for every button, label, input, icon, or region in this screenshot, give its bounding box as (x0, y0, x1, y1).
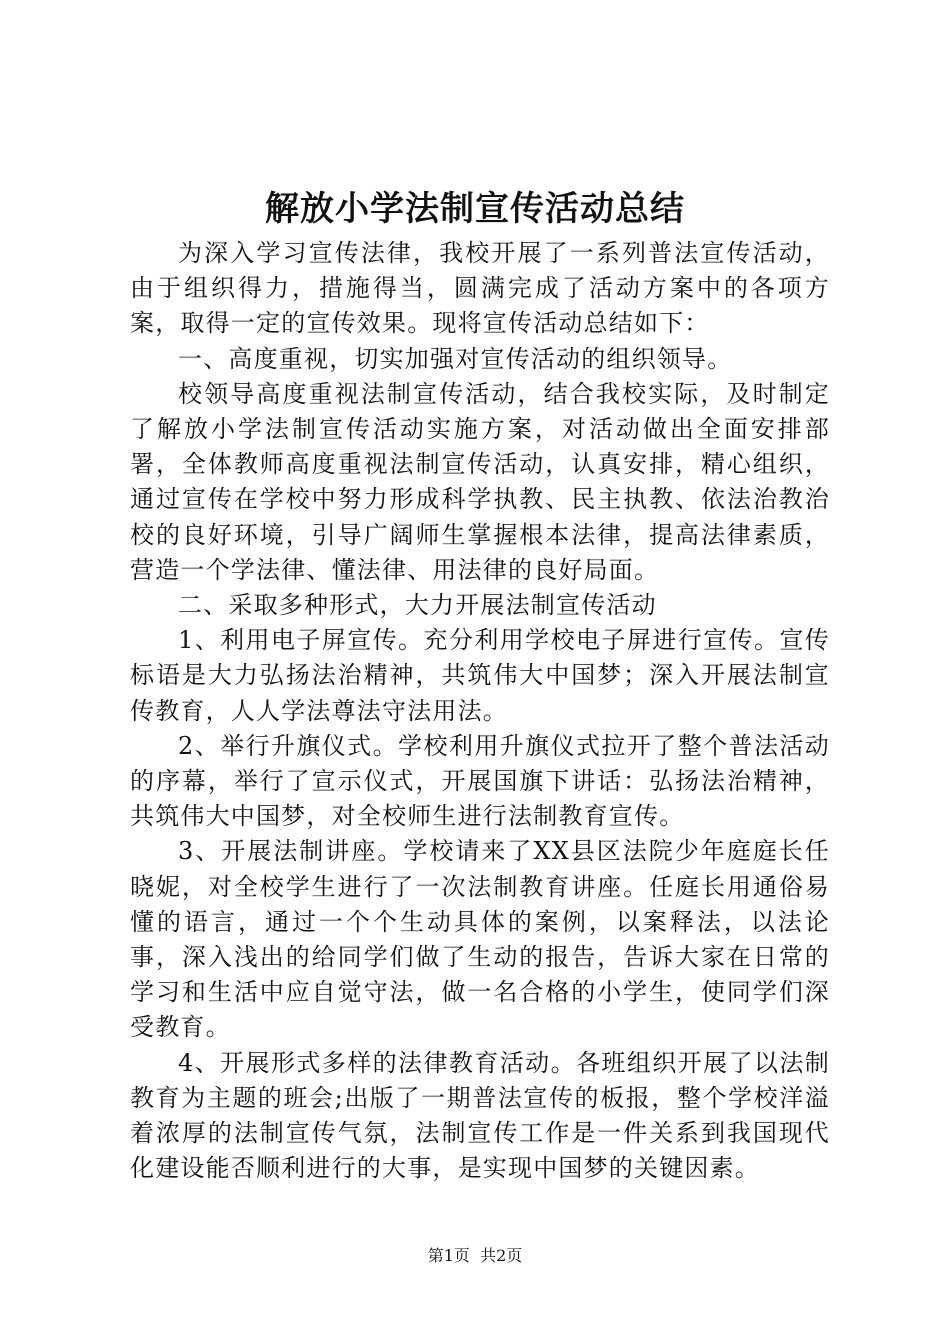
page-footer (0, 1244, 950, 1268)
section-1-paragraph: 校领导高度重视法制宣传活动，结合我校实际，及时制定了解放小学法制宣传活动实施方案，对活动做出全面安排部署，全体教师高度重视法制宣传活动，认真安排，精心组织，通过宣传在学校中努力形成科学执教、民主执教、依法治教治校的良好环境，引导广阔师生掌握根本法律，提高法律素质，营造一个学法律、懂法律、用法律的良好局面。 (130, 379, 830, 584)
item-4-paragraph: 4、开展形式多样的法律教育活动。各班组织开展了以法制教育为主题的班会;出版了一期普法宣传的板报，整个学校洋溢着浓厚的法制宣传气氛，法制宣传工作是一件关系到我国现代化建设能否顺利进行的大事，是实现中国梦的关键因素。 (130, 1048, 830, 1183)
section-heading-2: 二、采取多种形式，大力开展法制宣传活动 (178, 591, 657, 620)
document-title: 解放小学法制宣传活动总结 (265, 189, 685, 229)
item-1-paragraph: 1、利用电子屏宣传。充分利用学校电子屏进行宣传。宣传标语是大力弘扬法治精神，共筑伟大中国梦；深入开展法制宣传教育，人人学法尊法守法用法。 (130, 626, 830, 725)
document-body (130, 236, 830, 1186)
page-number: 第1页 共2页 (427, 1246, 523, 1265)
item-2-paragraph: 2、举行升旗仪式。学校利用升旗仪式拉开了整个普法活动的序幕，举行了宣示仪式，开展国旗下讲话：弘扬法治精神，共筑伟大中国梦，对全校师生进行法制教育宣传。 (130, 731, 830, 831)
intro-paragraph: 为深入学习宣传法律，我校开展了一系列普法宣传活动，由于组织得力，措施得当，圆满完成了活动方案中的各项方案，取得一定的宣传效果。现将宣传活动总结如下： (130, 239, 830, 338)
section-heading-1: 一、高度重视，切实加强对宣传活动的组织领导。 (178, 344, 733, 373)
item-3-paragraph: 3、开展法制讲座。学校请来了XX县区法院少年庭庭长任晓妮，对全校学生进行了一次法制教育讲座。任庭长用通俗易懂的语言，通过一个个生动具体的案例，以案释法，以法论事，深入浅出的给同学们做了生动的报告，告诉大家在日常的学习和生活中应自觉守法，做一名合格的小学生，使同学们深受教育。 (130, 837, 830, 1042)
